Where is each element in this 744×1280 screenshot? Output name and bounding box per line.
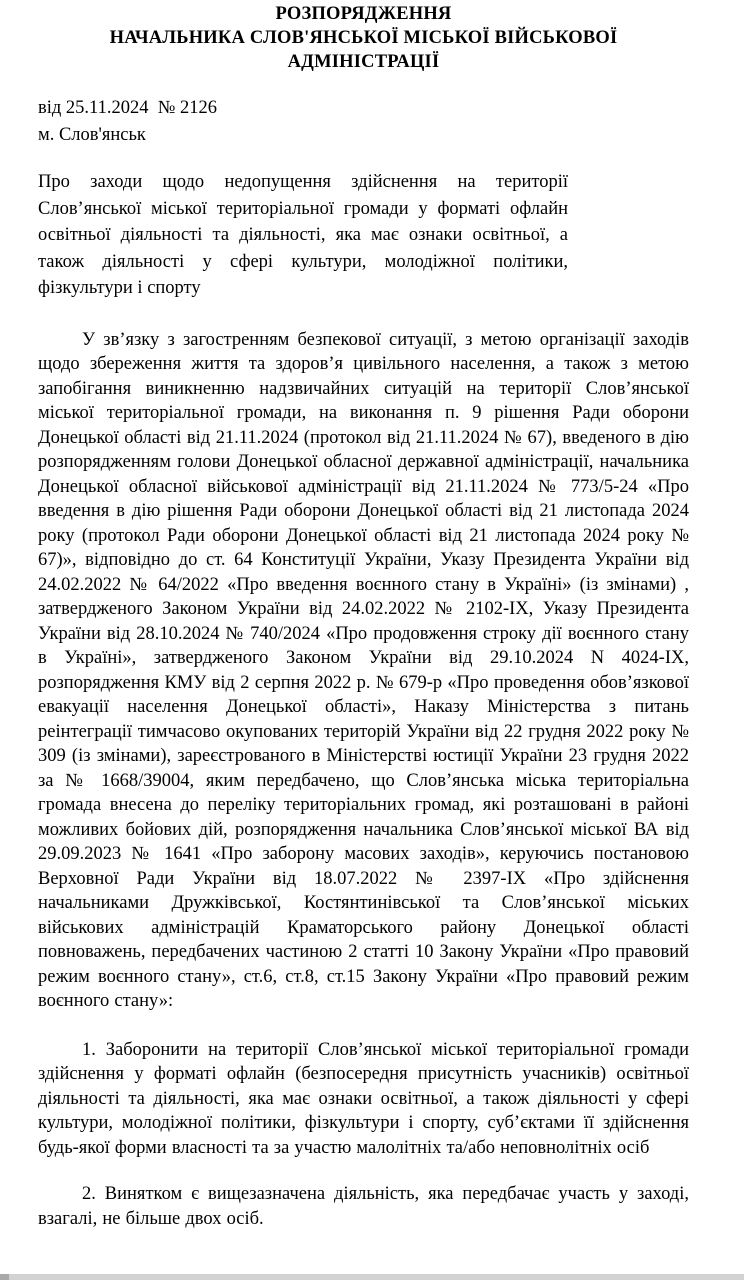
doc-item-2: 2. Винятком є вищезазначена діяльність, яка передбачає участь у заході, взагалі, не більше двох осіб. <box>38 1184 689 1229</box>
title-line-1: РОЗПОРЯДЖЕННЯ <box>275 4 452 24</box>
title-line-3: АДМІНІСТРАЦІЇ <box>287 52 440 72</box>
document-title <box>38 2 689 74</box>
doc-place: м. Слов'янськ <box>38 125 146 145</box>
doc-preamble: У зв’язку з загостренням безпекової ситуації, з метою організації заходів щодо збереження життя та здоров’я цивільного населення, а також з метою запобігання виникненню надзвичайних ситуацій на території Слов’янської міської територіальної громади, на виконання п. 9 рішення Ради оборони Донецької області від 21.11.2024 (протокол від 21.11.2024 № 67), введеного в дію розпорядженням голови Донецької обласної державної адміністрації, начальника Донецької обласної військової адміністрації від 21.11.2024 № 773/5-24 «Про введення в дію рішення Ради оборони Донецької області від 21 листопада 2024 року (протокол Ради оборони Донецької області від 21 листопада 2024 року № 67)», відповідно до ст. 64 Конституції України, Указу Президента України від 24.02.2022 № 64/2022 «Про введення воєнного стану в Україні» (із змінами) , затвердженого Законом України від 24.02.2022 № 2102-IX, Указу Президента України від 28.10.2024 № 740/2024 «Про продовження строку дії воєнного стану в Україні», затвердженого Законом України від 29.10.2024 N 4024-IX, розпорядження КМУ від 2 серпня 2022 р. № 679-р «Про проведення обов’язкової евакуації населення Донецької області», Наказу Міністерства з питань реінтеграції тимчасово окупованих територій України від 22 грудня 2022 року № 309 (із змінами), зареєстрованого в Міністерстві юстиції України 23 грудня 2022 за № 1668/39004, яким передбачено, що Слов’янська міська територіальна громада внесена до переліку територіальних громад, які розташовані в районі можливих бойових дій, розпорядження начальника Слов’янської міської ВА від 29.09.2023 № 1641 «Про заборону масових заходів», керуючись постановою Верховної Ради України від 18.07.2022 № 2397-IX «Про здійснення начальниками Дружківської, Костянтинівської та Слов’янської міських військових адміністрацій Краматорського району Донецької області повноважень, передбачених частиною 2 статті 10 Закону України «Про правовий режим воєнного стану», ст.6, ст.8, ст.15 Закону України «Про правовий режим воєнного стану»: <box>38 329 689 1012</box>
doc-item-1: 1. Заборонити на території Слов’янської міської територіальної громади здійснення у форматі офлайн (безпосередня присутність учасників) освітньої діяльності та діяльності, яка має ознаки освітньої, а також діяльності у сфері культури, молодіжної політики, фізкультури і спорту, суб’єктами її здійснення будь-якої форми власності та за участю малолітніх та/або неповнолітніх осіб <box>38 1039 689 1158</box>
document-meta <box>38 95 689 149</box>
title-line-2: НАЧАЛЬНИКА СЛОВ'ЯНСЬКОЇ МІСЬКОЇ ВІЙСЬКОВОЇ <box>109 28 618 48</box>
doc-subject: Про заходи щодо недопущення здійснення на території Слов’янської міської територіальної громади у форматі офлайн освітньої діяльності та діяльності, яка має ознаки освітньої, а також діяльності у сфері культури, молодіжної політики, фізкультури і спорту <box>38 172 568 299</box>
page-bottom-band-corner <box>0 1274 9 1280</box>
doc-date-number: від 25.11.2024 № 2126 <box>38 98 218 118</box>
page-bottom-band <box>0 1274 744 1280</box>
